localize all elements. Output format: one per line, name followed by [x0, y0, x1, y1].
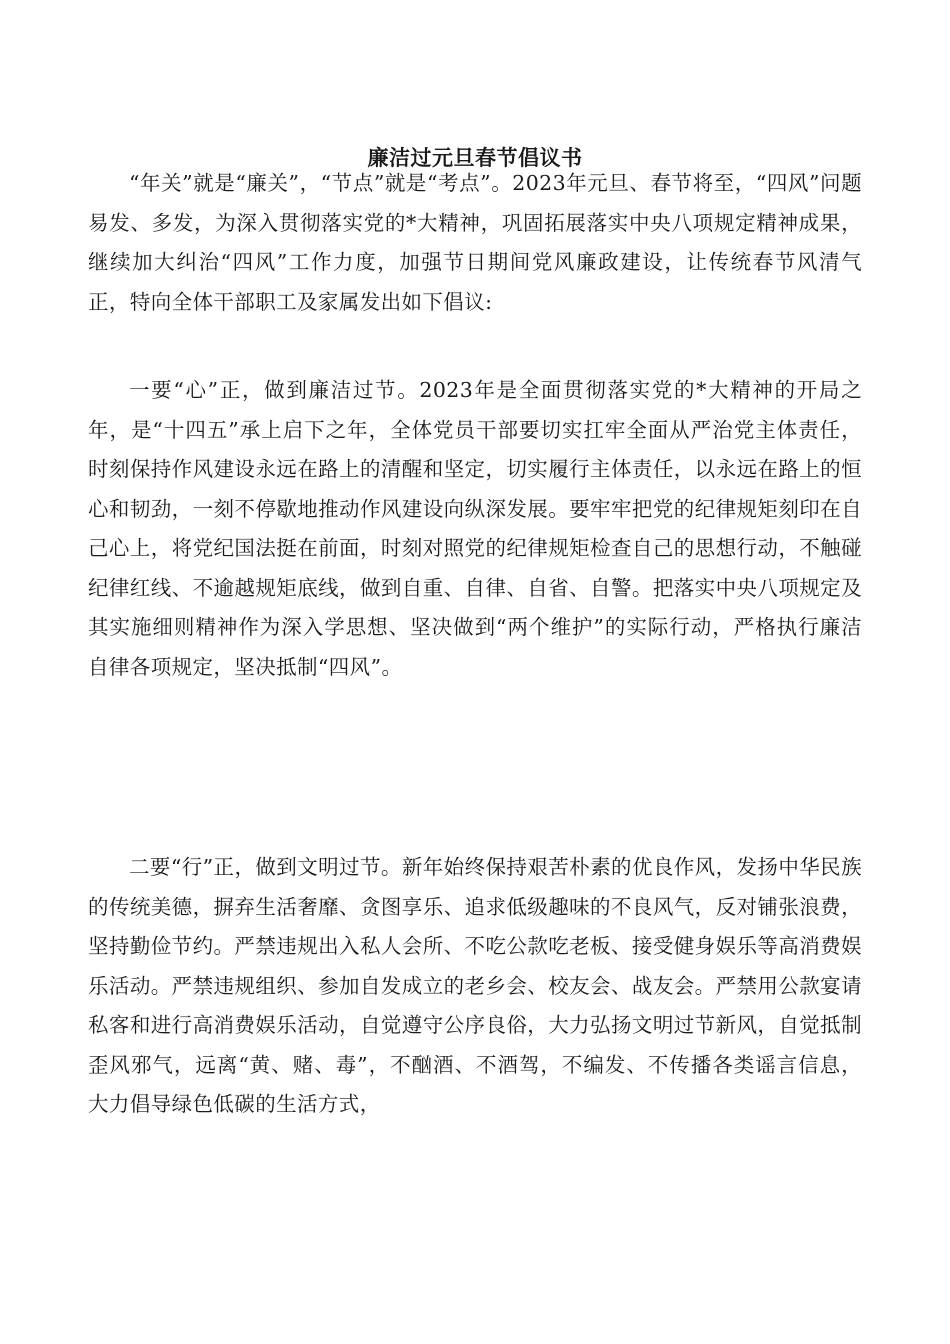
paragraph-conduct-upright: 二要“行”正，做到文明过节。新年始终保持艰苦朴素的优良作风，发扬中华民族的传统美德，摒弃生活奢靡、贪图享乐、追求低级趣味的不良风气，反对铺张浪费，坚持勤俭节约。严禁违规出入私人会所、不吃公款吃老板、接受健身娱乐等高消费娱乐活动。严禁违规组织、参加自发成立的老乡会、校友会、战友会。严禁用公款宴请私客和进行高消费娱乐活动，自觉遵守公序良俗，大力弘扬文明过节新风，自觉抵制歪风邪气，远离“黄、赌、毒”，不酗酒、不酒驾，不编发、不传播各类谣言信息，大力倡导绿色低碳的生活方式， [88, 855, 862, 1116]
document-title: 廉洁过元旦春节倡议书 [367, 145, 583, 170]
paragraph-heart-upright: 一要“心”正，做到廉洁过节。2023年是全面贯彻落实党的*大精神的开局之年，是“十四五”承上启下之年，全体党员干部要切实扛牢全面从严治党主体责任，时刻保持作风建设永远在路上的清醒和坚定，切实履行主体责任，以永远在路上的恒心和韧劲，一刻不停歇地推动作风建设向纵深发展。要牢牢把党的纪律规矩刻印在自己心上，将党纪国法挺在前面，时刻对照党的纪律规矩检查自己的思想行动，不触碰纪律红线、不逾越规矩底线，做到自重、自律、自省、自警。把落实中央八项规定及其实施细则精神作为深入学思想、坚决做到“两个维护”的实际行动，严格执行廉洁自律各项规定，坚决抵制“四风”。 [88, 378, 862, 679]
paragraph-intro: “年关”就是“廉关”，“节点”就是“考点”。2023年元旦、春节将至，“四风”问题易发、多发，为深入贯彻落实党的*大精神，巩固拓展落实中央八项规定精神成果，继续加大纠治“四风”工作力度，加强节日期间党风廉政建设，让传统春节风清气正，特向全体干部职工及家属发出如下倡议: [88, 171, 862, 314]
